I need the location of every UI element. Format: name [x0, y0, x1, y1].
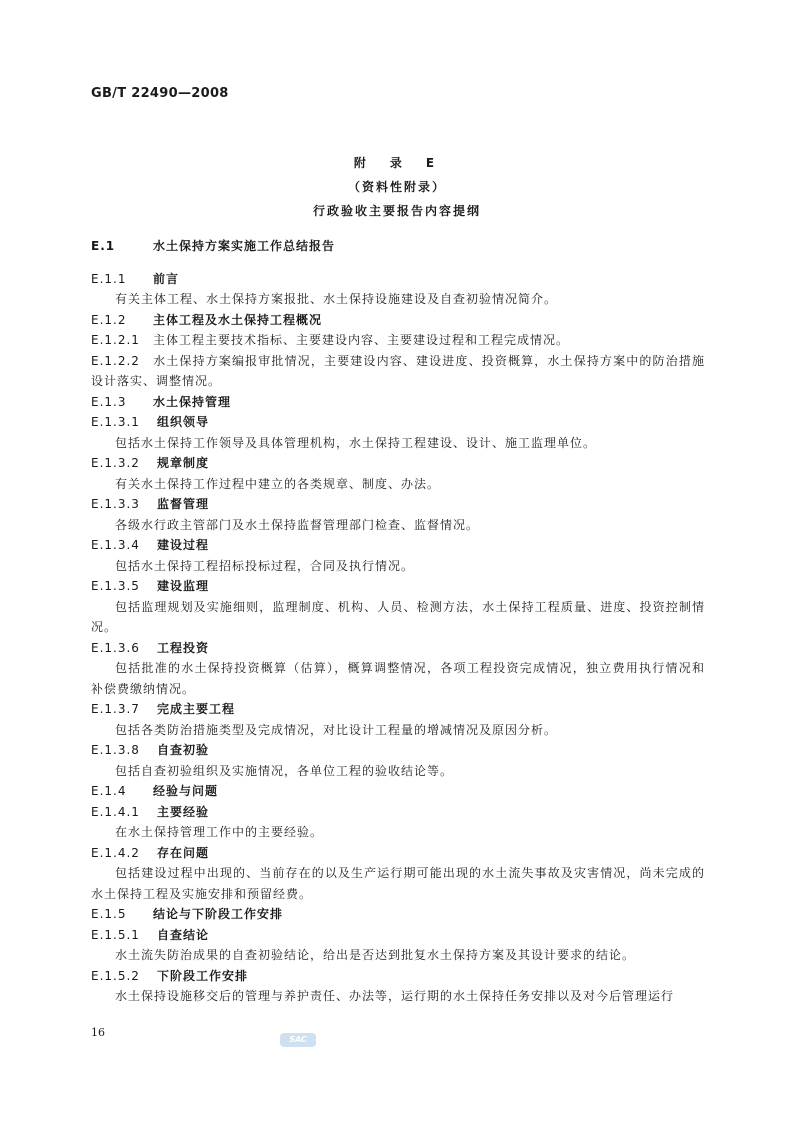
paragraph: 包括监理规划及实施细则，监理制度、机构、人员、检测方法，水土保持工程质量、进度、投资控制情况。 — [91, 599, 705, 634]
section-title: 规章制度 — [157, 456, 210, 470]
paragraph: 水土流失防治成果的自查初验结论，给出是否达到批复水土保持方案及其设计要求的结论。 — [115, 948, 636, 962]
section-number: E.1.5 — [91, 907, 127, 921]
section-heading — [91, 843, 705, 864]
section-number: E.1.5.2 — [91, 968, 140, 983]
section-heading — [91, 351, 705, 392]
annex-subtitle: （资料性附录） — [347, 180, 446, 194]
standard-code: GB/T 22490—2008 — [91, 86, 229, 101]
section-number: E.1.3 — [91, 394, 127, 409]
section-number: E.1.1 — [91, 271, 127, 286]
section-heading — [91, 925, 705, 946]
section-title: 组织领导 — [157, 415, 210, 429]
section-number: E.1.4 — [91, 784, 127, 798]
paragraph: 各级水行政主管部门及水土保持监督管理部门检查、监督情况。 — [115, 517, 480, 532]
section-heading — [91, 412, 705, 433]
annex-title: 附 录 E — [353, 156, 441, 170]
section-heading — [91, 802, 705, 823]
section-number: E.1 — [91, 239, 116, 253]
section-heading — [91, 392, 705, 413]
paragraph: 有关主体工程、水土保持方案报批、水土保持设施建设及自查初验情况简介。 — [115, 292, 558, 306]
section-number: E.1.4.1 — [91, 804, 140, 819]
section-heading — [91, 453, 705, 474]
section-title: 建设过程 — [157, 538, 210, 552]
section-title: 水土保持管理 — [153, 394, 232, 409]
section-heading — [91, 576, 705, 597]
sac-watermark-logo: SAC — [280, 1033, 316, 1047]
section-number: E.1.3.6 — [91, 640, 140, 655]
paragraph: 包括各类防治措施类型及完成情况，对比设计工程量的增减情况及原因分析。 — [115, 722, 558, 737]
section-number: E.1.2.2 — [91, 353, 140, 368]
section-number: E.1.3.8 — [91, 743, 140, 757]
section-number: E.1.4.2 — [91, 845, 140, 860]
section-title: 经验与问题 — [153, 784, 219, 798]
section-title: 建设监理 — [157, 579, 210, 593]
section-title: 结论与下阶段工作安排 — [153, 907, 284, 921]
section-title: 监督管理 — [157, 497, 210, 511]
section-title: 自查初验 — [157, 743, 210, 757]
section-title: 存在问题 — [157, 845, 210, 860]
section-number: E.1.3.2 — [91, 456, 140, 470]
section-title: 水土保持方案实施工作总结报告 — [153, 239, 336, 253]
section-heading — [91, 904, 705, 925]
section-title: 完成主要工程 — [157, 702, 236, 716]
section-number: E.1.3.5 — [91, 579, 140, 593]
annex-name: 行政验收主要报告内容提纲 — [312, 204, 481, 218]
section-number: E.1.2 — [91, 312, 127, 327]
paragraph: 包括自查初验组织及实施情况，各单位工程的验收结论等。 — [115, 763, 454, 778]
paragraph: 水土保持设施移交后的管理与养护责任、办法等，运行期的水土保持任务安排以及对今后管理运行 — [115, 989, 675, 1003]
paragraph: 有关水土保持工作过程中建立的各类规章、制度、办法。 — [115, 476, 441, 491]
section-heading — [91, 740, 705, 761]
paragraph: 包括水土保持工程招标投标过程，合同及执行情况。 — [115, 558, 415, 573]
section-number: E.1.3.3 — [91, 497, 140, 511]
paragraph: 包括水土保持工作领导及具体管理机构，水土保持工程建设、设计、施工监理单位。 — [115, 435, 597, 450]
section-title: 工程投资 — [157, 640, 210, 655]
section-heading — [91, 535, 705, 556]
section-heading — [91, 269, 705, 290]
section-number: E.1.5.1 — [91, 927, 140, 942]
section-title: 主体工程及水土保持工程概况 — [153, 312, 323, 327]
section-heading — [91, 966, 705, 987]
section-number: E.1.3.7 — [91, 702, 140, 716]
paragraph: 包括建设过程中出现的、当前存在的以及生产运行期可能出现的水土流失事故及灾害情况，尚未完成的水土保持工程及实施安排和预留经费。 — [91, 866, 705, 901]
section-title: 主要经验 — [157, 804, 210, 819]
section-heading — [91, 638, 705, 659]
section-heading — [91, 781, 705, 802]
section-title: 前言 — [153, 271, 180, 286]
annex-heading — [0, 151, 794, 223]
document-body — [91, 236, 705, 1007]
section-number: E.1.3.4 — [91, 538, 140, 552]
section-heading — [91, 494, 705, 515]
paragraph: 包括批准的水土保持投资概算（估算），概算调整情况，各项工程投资完成情况，独立费用执行情况和补偿费缴纳情况。 — [91, 661, 705, 696]
section-heading — [91, 310, 705, 331]
section-heading — [91, 236, 705, 257]
paragraph: 在水土保持管理工作中的主要经验。 — [115, 825, 324, 839]
section-title: 下阶段工作安排 — [157, 968, 249, 983]
section-number: E.1.3.1 — [91, 415, 140, 429]
clause-text: 水土保持方案编报审批情况，主要建设内容、建设进度、投资概算，水土保持方案中的防治措施设计落实、调整情况。 — [91, 353, 705, 388]
section-heading — [91, 330, 705, 351]
section-title: 自查结论 — [157, 927, 210, 942]
page-number: 16 — [91, 1026, 105, 1039]
section-heading — [91, 699, 705, 720]
clause-text: 主体工程主要技术指标、主要建设内容、主要建设过程和工程完成情况。 — [153, 333, 570, 347]
section-number: E.1.2.1 — [91, 333, 140, 347]
